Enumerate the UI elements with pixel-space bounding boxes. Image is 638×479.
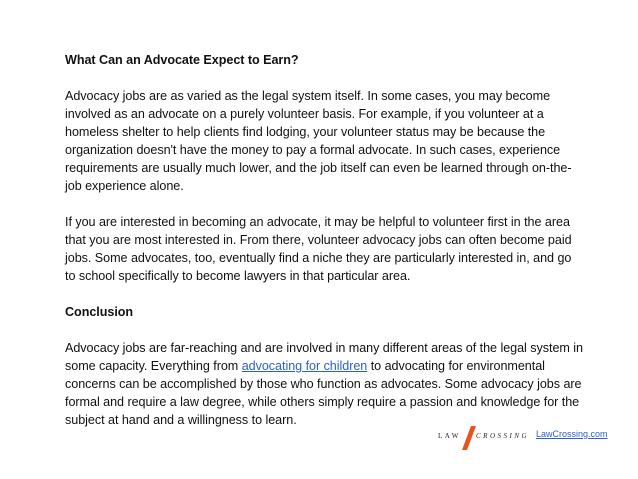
section-heading-conclusion: Conclusion (65, 305, 134, 319)
lawcrossing-url-link[interactable]: LawCrossing.com (536, 429, 608, 439)
lawcrossing-logo (438, 427, 528, 449)
logo-slash-icon (462, 426, 476, 450)
advocating-for-children-link[interactable]: advocating for children (241, 359, 368, 373)
paragraph-conclusion (65, 339, 585, 429)
article-body (65, 51, 585, 447)
conclusion-text-end: to advocating for environmental concerns can be accomplished by those who function as advocates. Some advocacy jobs are formal and require a law degree, while others simply require a passion and knowledge for the subject at hand and a willingness to learn. (65, 359, 582, 427)
paragraph-advocacy-jobs: Advocacy jobs are as varied as the legal system itself. In some cases, you may become involved as an advocate on a purely volunteer basis. For example, if you volunteer at a homeless shelter to help clients find lodging, your volunteer status may be because the organization doesn't have the money to pay a formal advocate. In such cases, experience requirements are usually much lower, and the job itself can even be learned through on-the-job experience alone. (65, 89, 572, 193)
logo-text-law: LAW (438, 432, 461, 440)
logo-text-crossing: CROSSING (476, 432, 530, 440)
paragraph-becoming-advocate: If you are interested in becoming an advocate, it may be helpful to volunteer first in the area that you are most interested in. From there, volunteer advocacy jobs can often become paid jobs. Some advocates, too, eventually find a niche they are particularly interested in, and go to school specifically to become lawyers in that particular area. (65, 215, 572, 283)
conclusion-text-start: Advocacy jobs are far-reaching and are involved in many different areas of the legal system in some capacity. Everything from (65, 341, 583, 373)
section-heading-earnings: What Can an Advocate Expect to Earn? (65, 53, 299, 67)
